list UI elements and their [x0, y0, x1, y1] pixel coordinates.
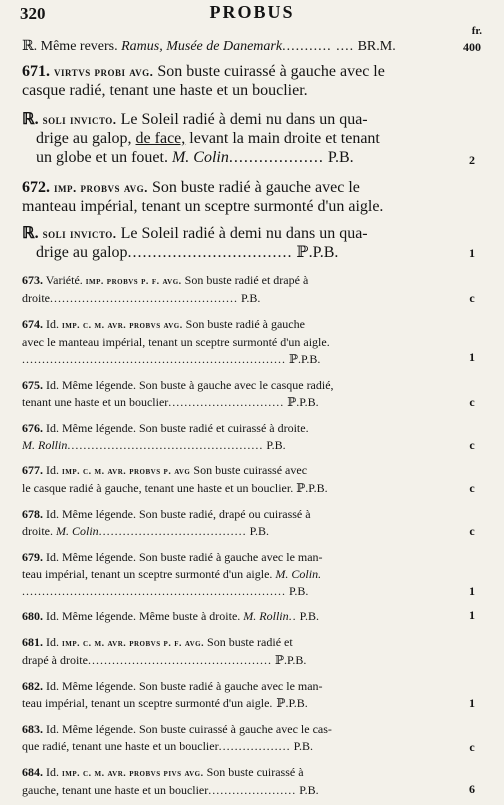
entry-text: Id. — [46, 679, 59, 693]
catalogue-entry-674 — [22, 316, 442, 368]
legend-text: imp. c. m. avr. probvs p. avg — [62, 466, 191, 477]
entry-number: 672. — [22, 179, 50, 196]
catalogue-entry-683 — [22, 721, 442, 755]
rarity-value: 1 — [469, 584, 475, 598]
catalogue-entry-680 — [22, 608, 442, 625]
legend-text: imp. c. m. avr. probvs pivs avg. — [62, 768, 204, 779]
entry-text: teau impérial, tenant un sceptre surmonté d'un aigle. — [22, 567, 273, 581]
catalogue-entry-675 — [22, 377, 442, 411]
entry-text: droite — [22, 291, 50, 305]
leader-dots: .................................................................. — [22, 352, 286, 366]
catalogue-entry-677 — [22, 462, 442, 497]
catalogue-entry-678 — [22, 506, 442, 540]
entry-text: Variété. — [45, 273, 83, 287]
module-ref: P.B. — [249, 524, 270, 538]
entry-line — [22, 506, 442, 523]
collection-name: M. Colin — [171, 149, 229, 166]
entry-text: Le Soleil radié à demi nu dans un qua- — [120, 111, 368, 128]
entry-line — [22, 334, 442, 351]
entry-line — [22, 480, 442, 497]
entry-text: drige au galop — [36, 244, 128, 261]
entry-text: le casque radié à gauche, tenant une haste et un bouclier. — [22, 481, 294, 495]
entry-text: Id. — [46, 550, 59, 564]
rarity-value: 6 — [469, 782, 475, 796]
leader-dots: .................................................................. — [22, 584, 286, 598]
entry-number: 671. — [22, 63, 50, 80]
entry-text: un globe et un fouet. — [36, 149, 168, 166]
catalogue-entry-673 — [22, 272, 442, 307]
rarity-value: 1 — [469, 608, 475, 622]
legend-text: imp. probvs p. f. avg. — [85, 276, 182, 287]
catalogue-entry-679 — [22, 549, 442, 600]
entry-text: Le Soleil radié à demi nu dans un qua- — [120, 225, 368, 242]
entry-text: Id. — [46, 609, 59, 623]
leader-dots: .. — [288, 609, 297, 623]
collection-name: M. Rollin — [22, 438, 68, 452]
collection-name: M. Colin. — [275, 567, 322, 581]
entry-line — [22, 316, 442, 334]
entry-text: drige au galop, — [36, 130, 132, 147]
module-ref: BR.M. — [357, 39, 396, 54]
entry-text: Id. — [46, 421, 59, 435]
entry-number: 684. — [22, 765, 43, 779]
entry-line — [22, 129, 442, 148]
entry-number: 678. — [22, 507, 43, 521]
legend-text: imp. c. m. avr. probvs p. f. avg. — [62, 638, 205, 649]
leader-dots: . — [269, 696, 274, 710]
entry-line — [22, 764, 442, 782]
leader-dots: ...................... — [208, 783, 297, 797]
page-number: 320 — [20, 4, 46, 23]
entry-text: Son buste cuirassé à — [206, 765, 304, 779]
leader-dots: .................. — [218, 739, 291, 753]
entry-line — [22, 566, 442, 583]
leader-dots: ............................................... — [50, 291, 238, 305]
leader-dots: ..................................... — [98, 524, 247, 538]
entry-text: Id. — [46, 765, 59, 779]
entry-text: Id. — [46, 378, 59, 392]
leader-dots: ................... — [228, 149, 324, 166]
entry-line — [22, 394, 442, 411]
catalogue-entry-682 — [22, 678, 442, 712]
rarity-value: c — [469, 291, 475, 305]
entry-number: 680. — [22, 609, 43, 623]
leader-dots: .............................................. — [87, 653, 272, 667]
catalogue-entry-671 — [22, 62, 442, 100]
entry-line — [22, 290, 442, 307]
entry-text: teau impérial, tenant un sceptre surmonté d'un aigle — [22, 696, 270, 710]
entry-text: levant la main droite et tenant — [189, 130, 380, 147]
entry-line — [22, 148, 442, 167]
entry-line — [22, 81, 442, 100]
entry-line — [22, 608, 442, 625]
module-ref: ℙ.P.B. — [287, 395, 319, 409]
module-ref: P.B. — [299, 783, 319, 797]
entry-text: manteau impérial, tenant un sceptre surmonté d'un aigle. — [22, 198, 384, 215]
entry-line — [22, 634, 442, 652]
collection-name: M. Colin — [56, 524, 99, 538]
collection-name: M. Rollin — [243, 609, 289, 623]
page-title: PROBUS — [209, 2, 295, 22]
module-ref: P.B. — [289, 584, 309, 598]
entry-text: Même légende. Son buste radié et cuirassé à droite. — [62, 421, 309, 435]
entry-line — [22, 583, 442, 600]
entry-number: 677. — [22, 463, 43, 477]
entry-line — [22, 549, 442, 566]
entry-line — [22, 738, 442, 755]
entry-number: 683. — [22, 722, 43, 736]
module-ref: P.B. — [293, 739, 313, 753]
entry-text: Son buste radié à gauche avec le — [151, 179, 360, 196]
rarity-value: 2 — [469, 153, 475, 167]
module-ref: ℙ.P.B. — [296, 244, 339, 261]
entry-line — [22, 272, 442, 290]
module-ref: ℙ.P.B. — [289, 352, 321, 366]
entry-text: Même légende. Son buste radié à gauche avec le man- — [62, 550, 323, 564]
entry-number: 679. — [22, 550, 43, 564]
entry-text: Id. — [46, 635, 59, 649]
entry-text: Id. — [46, 463, 59, 477]
entry-number: 681. — [22, 635, 43, 649]
entry-text: Id. — [46, 507, 59, 521]
entry-line — [22, 721, 442, 738]
entry-line — [22, 462, 442, 480]
rarity-column-header: fr. — [471, 25, 482, 37]
entry-number: 682. — [22, 679, 43, 693]
entry-text: Même revers. — [40, 39, 118, 54]
entry-line — [22, 523, 442, 540]
entry-text: Même légende. Même buste à droite. — [62, 609, 241, 623]
legend-text: soli invicto. — [42, 112, 117, 127]
legend-text: imp. c. m. avr. probvs avg. — [62, 320, 183, 331]
catalogue-entry-revers — [22, 38, 442, 56]
entry-line — [22, 420, 442, 437]
entry-text: Même légende. Son buste radié à gauche avec le man- — [62, 679, 323, 693]
rarity-value: c — [469, 481, 475, 495]
entry-text: Même légende. Son buste à gauche avec le casque radié, — [62, 378, 334, 392]
catalogue-entry-reverse-soli-2 — [22, 224, 442, 262]
module-ref: ℙ.P.B. — [276, 696, 308, 710]
entry-text: drapé à droite — [22, 653, 88, 667]
page-header — [0, 2, 504, 24]
underlined-text: de face, — [135, 130, 186, 147]
entry-line — [22, 38, 442, 56]
entry-text: que radié, tenant une haste et un bouclier — [22, 739, 219, 753]
entry-text: Id. — [46, 317, 59, 331]
entry-number: 675. — [22, 378, 43, 392]
entry-line — [22, 178, 442, 197]
catalogue-entry-684 — [22, 764, 442, 799]
entry-line — [22, 377, 442, 394]
rarity-value: c — [469, 395, 475, 409]
leader-dots: ................................................. — [67, 438, 264, 452]
entry-text: Son buste cuirassé à gauche avec le — [157, 63, 385, 80]
module-ref: P.B. — [266, 438, 286, 452]
leader-dots: ................................. — [127, 244, 293, 261]
entry-text: Son buste cuirassé avec — [193, 463, 308, 477]
entry-text: Même légende. Son buste radié, drapé ou cuirassé à — [62, 507, 311, 521]
rarity-value: c — [469, 524, 475, 538]
rarity-value: 1 — [469, 696, 475, 710]
reverse-mark: ℝ. — [22, 39, 38, 54]
entry-number: 676. — [22, 421, 43, 435]
module-ref: P.B. — [327, 149, 354, 166]
catalogue-entry-672 — [22, 178, 442, 216]
legend-text: soli invicto. — [42, 226, 117, 241]
entry-text: tenant une haste et un bouclier — [22, 395, 169, 409]
entry-text: gauche, tenant une haste et un bouclier — [22, 783, 209, 797]
rarity-value: 1 — [469, 350, 475, 364]
entry-line — [22, 110, 442, 129]
entry-line — [22, 695, 442, 712]
leader-dots: ............................. — [168, 395, 285, 409]
entry-line — [22, 782, 442, 799]
entry-line — [22, 197, 442, 216]
collection-name: Ramus, Musée de Danemark — [121, 39, 283, 54]
rarity-value: 1 — [469, 246, 475, 260]
catalogue-entry-681 — [22, 634, 442, 669]
rarity-value: c — [469, 740, 475, 754]
entry-text: Son buste radié à gauche — [185, 317, 305, 331]
entry-text: casque radié, tenant une haste et un bouclier. — [22, 82, 308, 99]
module-ref: ℙ.P.B. — [274, 653, 307, 667]
entry-text: Même légende. Son buste cuirassé à gauche avec le cas- — [62, 722, 332, 736]
entry-number: 673. — [22, 273, 43, 287]
leader-dots: ........... .... — [282, 39, 355, 54]
module-ref: ℙ.P.B. — [296, 481, 328, 495]
entry-text: Son buste radié et — [207, 635, 293, 649]
entry-line — [22, 678, 442, 695]
reverse-mark: ℝ. — [22, 111, 39, 128]
entry-line — [22, 351, 442, 368]
entry-line — [22, 62, 442, 81]
module-ref: P.B. — [299, 609, 319, 623]
entry-text: avec le manteau impérial, tenant un sceptre surmonté d'un aigle. — [22, 335, 330, 349]
entry-line — [22, 224, 442, 243]
entry-text: Son buste radié et drapé à — [184, 273, 309, 287]
module-ref: P.B. — [241, 291, 261, 305]
entry-line — [22, 437, 442, 454]
entry-text: Id. — [46, 722, 59, 736]
legend-text: imp. probvs avg. — [54, 180, 148, 195]
catalogue-entry-676 — [22, 420, 442, 454]
entry-text: droite. — [22, 524, 53, 538]
entry-number: 674. — [22, 317, 43, 331]
legend-text: virtvs probi avg. — [54, 64, 154, 79]
rarity-value: 400 — [463, 40, 481, 54]
entry-line — [22, 243, 442, 262]
catalogue-entry-reverse-soli — [22, 110, 442, 167]
reverse-mark: ℝ. — [22, 225, 39, 242]
entry-line — [22, 652, 442, 669]
rarity-value: c — [469, 438, 475, 452]
